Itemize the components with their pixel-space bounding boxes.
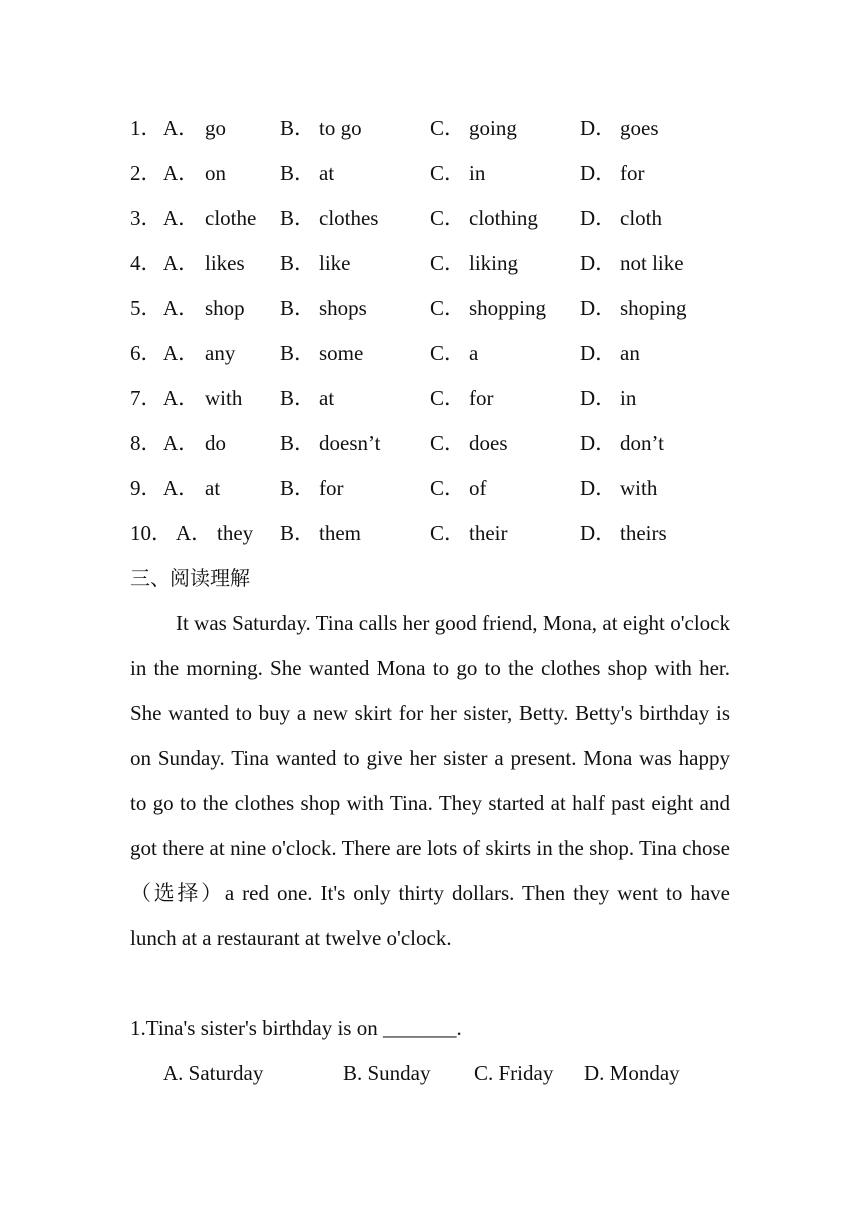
option-text-d: theirs — [620, 521, 667, 545]
option-text-d: in — [620, 386, 637, 410]
option-letter-c: C． — [430, 161, 466, 185]
option-letter-a: A． — [163, 431, 200, 455]
option-letter-c: C． — [430, 296, 466, 320]
option-text-c: a — [469, 341, 479, 365]
question-number: 9． — [130, 476, 162, 500]
option-letter-d: D． — [580, 116, 617, 140]
question-number: 2． — [130, 161, 162, 185]
option-text-c: of — [469, 476, 487, 500]
reading-passage: It was Saturday. Tina calls her good friend, Mona, at eight o'clock in the morning. She wanted Mona to go to the clothes shop with her. She wanted to buy a new skirt for her sister, Betty. Betty's birthday is on Sunday. Tina wanted to give her sister a present. Mona was happy to go to the clothes shop with Tina. They started at half past eight and got there at nine o'clock. There are lots of skirts in the shop. Tina chose（选择）a red one. It's only thirty dollars. Then they went to have lunch at a restaurant at twelve o'clock. — [130, 611, 730, 950]
option-text-a: with — [205, 386, 243, 410]
option-letter-c: C． — [430, 341, 466, 365]
option-letter-c: C． — [430, 431, 466, 455]
option-text-d: with — [620, 476, 658, 500]
question-number: 5． — [130, 296, 162, 320]
option-text-c: for — [469, 386, 494, 410]
choice-d: D. Monday — [584, 1061, 680, 1085]
option-letter-b: B． — [280, 296, 316, 320]
option-text-a: any — [205, 341, 236, 365]
option-text-c: their — [469, 521, 508, 545]
option-text-d: cloth — [620, 206, 662, 230]
option-letter-b: B． — [280, 206, 316, 230]
option-letter-c: C． — [430, 521, 466, 545]
option-text-b: for — [319, 476, 344, 500]
option-letter-a: A． — [176, 521, 213, 545]
question-number: 8． — [130, 431, 162, 455]
option-letter-d: D． — [580, 476, 617, 500]
option-letter-d: D． — [580, 431, 617, 455]
option-text-d: goes — [620, 116, 659, 140]
option-letter-d: D． — [580, 341, 617, 365]
option-letter-a: A． — [163, 476, 200, 500]
option-letter-d: D． — [580, 206, 617, 230]
option-text-c: does — [469, 431, 508, 455]
cloze-row — [0, 466, 860, 511]
option-text-a: do — [205, 431, 226, 455]
option-letter-c: C． — [430, 476, 466, 500]
option-text-a: likes — [205, 251, 245, 275]
section-heading: 三、阅读理解 — [130, 566, 250, 590]
cloze-row — [0, 421, 860, 466]
option-letter-b: B． — [280, 341, 316, 365]
option-text-c: shopping — [469, 296, 547, 320]
option-letter-a: A． — [163, 161, 200, 185]
option-letter-b: B． — [280, 431, 316, 455]
option-text-b: at — [319, 161, 335, 185]
option-letter-b: B． — [280, 116, 316, 140]
option-letter-d: D． — [580, 386, 617, 410]
option-letter-b: B． — [280, 476, 316, 500]
question-number: 7． — [130, 386, 162, 410]
option-text-b: some — [319, 341, 364, 365]
option-text-a: clothe — [205, 206, 257, 230]
option-text-c: liking — [469, 251, 519, 275]
choice-a: A. Saturday — [163, 1061, 264, 1085]
cloze-row — [0, 151, 860, 196]
option-letter-d: D． — [580, 161, 617, 185]
option-text-a: shop — [205, 296, 245, 320]
option-text-b: shops — [319, 296, 367, 320]
option-text-b: doesn’t — [319, 431, 381, 455]
option-text-a: on — [205, 161, 226, 185]
option-letter-c: C． — [430, 116, 466, 140]
option-text-b: at — [319, 386, 335, 410]
option-text-a: at — [205, 476, 221, 500]
option-letter-a: A． — [163, 341, 200, 365]
option-letter-a: A． — [163, 386, 200, 410]
question-number: 4． — [130, 251, 162, 275]
question-number: 3． — [130, 206, 162, 230]
option-text-a: go — [205, 116, 226, 140]
cloze-row — [0, 286, 860, 331]
option-letter-d: D． — [580, 296, 617, 320]
option-text-a: they — [217, 521, 254, 545]
option-text-b: them — [319, 521, 361, 545]
option-letter-d: D． — [580, 251, 617, 275]
question-number: 10． — [130, 521, 172, 545]
choice-b: B. Sunday — [343, 1061, 431, 1085]
option-text-c: going — [469, 116, 517, 140]
option-text-b: like — [319, 251, 351, 275]
option-letter-a: A． — [163, 251, 200, 275]
option-letter-c: C． — [430, 386, 466, 410]
option-letter-b: B． — [280, 386, 316, 410]
option-letter-a: A． — [163, 116, 200, 140]
option-text-d: don’t — [620, 431, 664, 455]
option-letter-b: B． — [280, 161, 316, 185]
option-letter-a: A． — [163, 206, 200, 230]
option-text-d: shoping — [620, 296, 687, 320]
option-text-d: not like — [620, 251, 684, 275]
cloze-row — [0, 106, 860, 151]
cloze-row — [0, 241, 860, 286]
option-text-b: to go — [319, 116, 362, 140]
option-letter-c: C． — [430, 251, 466, 275]
option-text-c: in — [469, 161, 486, 185]
question-1: 1.Tina's sister's birthday is on _______. — [130, 1016, 462, 1040]
cloze-row — [0, 196, 860, 241]
option-letter-b: B． — [280, 521, 316, 545]
question-number: 1． — [130, 116, 162, 140]
option-letter-c: C． — [430, 206, 466, 230]
cloze-row — [0, 511, 860, 556]
option-text-b: clothes — [319, 206, 379, 230]
option-text-c: clothing — [469, 206, 538, 230]
option-letter-a: A． — [163, 296, 200, 320]
question-number: 6． — [130, 341, 162, 365]
option-letter-d: D． — [580, 521, 617, 545]
option-text-d: for — [620, 161, 645, 185]
cloze-row — [0, 331, 860, 376]
choice-c: C. Friday — [474, 1061, 554, 1085]
option-text-d: an — [620, 341, 640, 365]
cloze-row — [0, 376, 860, 421]
option-letter-b: B． — [280, 251, 316, 275]
